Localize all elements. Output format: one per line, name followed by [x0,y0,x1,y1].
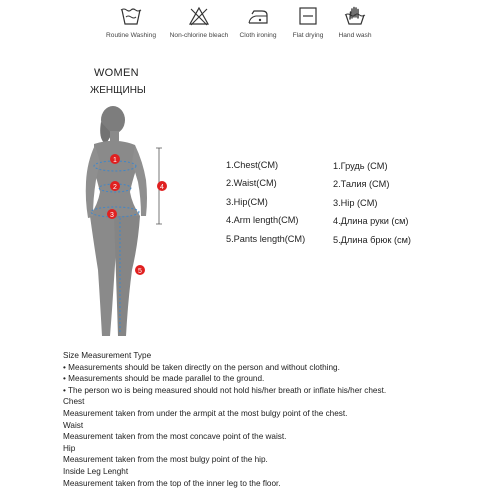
marker-3 [107,209,117,219]
section-title-ru: ЖЕНЩИНЫ [90,85,146,96]
notes-text: Measurement taken from the most concave point of the waist. [63,432,287,442]
body-measurement-figure [60,100,210,350]
care-label-bleach: Non-chlorine bleach [169,32,229,39]
care-item-flat-dry [290,6,326,39]
notes-subheading-inside-leg: Inside Leg Lenght [63,466,129,476]
measurement-hip-ru: 3.Hip (CM) [333,198,378,208]
iron-icon [246,6,270,26]
hand-wash-icon [344,6,366,26]
measurement-chest-ru: 1.Грудь (CM) [333,161,388,171]
notes-text: Measurement taken from under the armpit at the most bulgy point of the chest. [63,408,348,418]
measurement-arm-ru: 4.Длина руки (см) [333,216,409,226]
measurement-arm-en: 4.Arm length(CM) [226,215,299,225]
marker-2 [110,181,120,191]
care-item-bleach [168,6,230,39]
measurement-pants-ru: 5.Длина брюк (см) [333,235,411,245]
notes-bullet: • The person wo is being measured should not hold his/her breath or inflate his/her chest. [63,385,387,395]
care-instructions [0,6,489,54]
svg-text:2: 2 [113,184,117,191]
notes-heading: Size Measurement Type [63,351,152,360]
svg-text:1: 1 [113,157,117,164]
measurement-hip-en: 3.Hip(CM) [226,197,268,207]
notes-subheading-hip: Hip [63,443,76,453]
size-notes [63,350,483,489]
measurement-waist-en: 2.Waist(CM) [226,178,277,188]
washing-icon [120,6,142,26]
notes-bullet: • Measurements should be made parallel to the ground. [63,374,265,384]
notes-subheading-chest: Chest [63,397,85,407]
care-label-ironing: Cloth ironing [239,32,277,39]
care-label-flat-dry: Flat drying [292,32,324,39]
woman-silhouette [60,100,210,350]
care-label-washing: Routine Washing [106,32,156,39]
measurement-chest-en: 1.Chest(CM) [226,160,279,170]
svg-text:3: 3 [110,212,114,219]
care-label-hand-wash: Hand wash [338,32,372,39]
measurement-waist-ru: 2.Талия (CM) [333,179,390,189]
care-item-washing [106,6,156,39]
care-item-hand-wash [335,6,375,39]
notes-bullet: • Measurements should be taken directly on the person and without clothing. [63,362,340,372]
marker-1 [110,154,120,164]
notes-text: Measurement taken from the most bulgy point of the hip. [63,455,268,465]
section-title-en: WOMEN [94,67,139,79]
flat-dry-icon [298,6,318,26]
notes-text: Measurement taken from the top of the inner leg to the floor. [63,478,281,488]
svg-text:5: 5 [138,268,142,275]
care-item-ironing [236,6,280,39]
marker-5 [135,265,145,275]
no-bleach-icon [188,6,210,26]
notes-subheading-waist: Waist [63,420,84,430]
measurement-pants-en: 5.Pants length(CM) [226,234,306,244]
marker-4 [157,181,167,191]
svg-text:4: 4 [160,184,164,191]
